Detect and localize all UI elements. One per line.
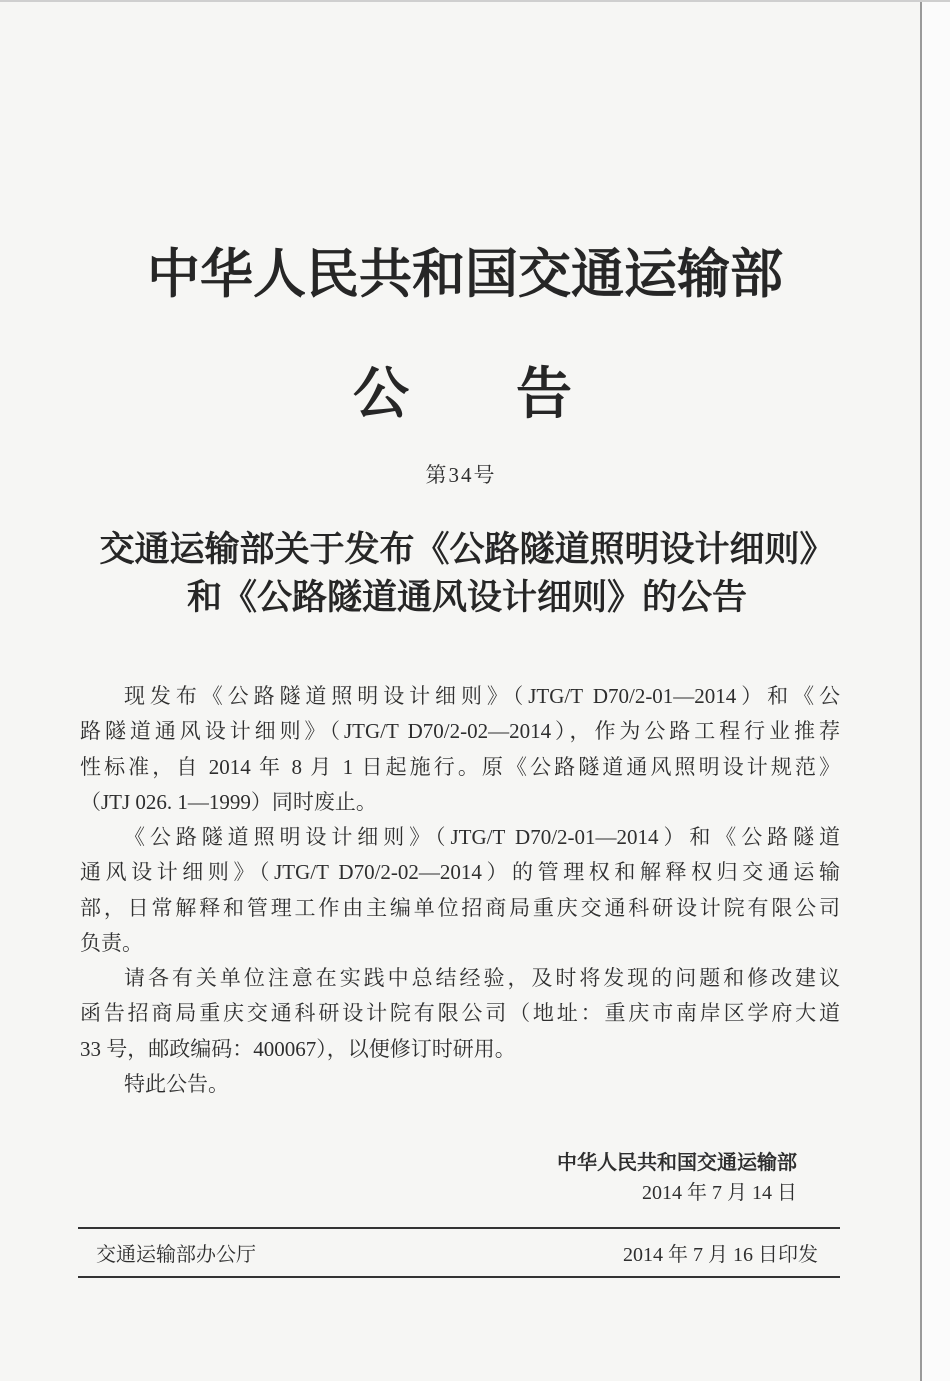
footer-print-date: 2014 年 7 月 16 日印发 — [623, 1244, 818, 1266]
footer-issuing-office: 交通运输部办公厅 — [96, 1244, 256, 1266]
body-text — [80, 679, 840, 1102]
body-line: （JTJ 026. 1—1999）同时废止。 — [80, 789, 377, 814]
signature-date: 2014 年 7 月 14 日 — [642, 1182, 797, 1204]
body-line: 路隧道通风设计细则》（JTG/T D70/2-02—2014），作为公路工程行业推荐 — [80, 719, 840, 744]
body-line: 负责。 — [80, 930, 143, 955]
body-line: 请各有关单位注意在实践中总结经验，及时将发现的问题和修改建议 — [124, 966, 840, 991]
body-line: 《公路隧道照明设计细则》（JTG/T D70/2-01—2014）和《公路隧道 — [124, 825, 840, 850]
issuer-title: 中华人民共和国交通运输部 — [147, 246, 783, 304]
heading-line: 和《公路隧道通风设计细则》的公告 — [186, 578, 747, 617]
doc-type-char: 告 — [516, 364, 572, 426]
body-line: 现发布《公路隧道照明设计细则》（JTG/T D70/2-01—2014）和《公 — [124, 684, 840, 708]
signature-organization: 中华人民共和国交通运输部 — [557, 1152, 797, 1174]
body-line: 通风设计细则》（JTG/T D70/2-02—2014）的管理权和解释权归交通运输 — [80, 860, 840, 885]
document-number: 第34号 — [425, 463, 497, 487]
footer-rule-bottom — [78, 1276, 840, 1278]
scan-edge-top — [0, 0, 950, 2]
paragraph — [80, 961, 840, 1067]
footer-rule-top — [78, 1227, 840, 1229]
body-line: 特此公告。 — [124, 1071, 229, 1096]
paragraph — [80, 1067, 840, 1102]
paragraph — [80, 679, 840, 820]
heading-line: 交通运输部关于发布《公路隧道照明设计细则》 — [99, 530, 835, 569]
paragraph — [80, 820, 840, 961]
body-line: 性标准，自 2014 年 8 月 1 日起施行。原《公路隧道通风照明设计规范》 — [80, 754, 840, 779]
body-line: 函告招商局重庆交通科研设计院有限公司（地址：重庆市南岸区学府大道 — [80, 1001, 840, 1026]
document-heading — [80, 526, 854, 622]
scan-margin-right — [922, 0, 950, 1381]
scan-edge-right — [920, 0, 922, 1381]
body-line: 部，日常解释和管理工作由主编单位招商局重庆交通科研设计院有限公司 — [80, 895, 840, 920]
body-line: 33 号，邮政编码：400067），以便修订时研用。 — [80, 1036, 516, 1061]
doc-type-char: 公 — [353, 364, 409, 426]
